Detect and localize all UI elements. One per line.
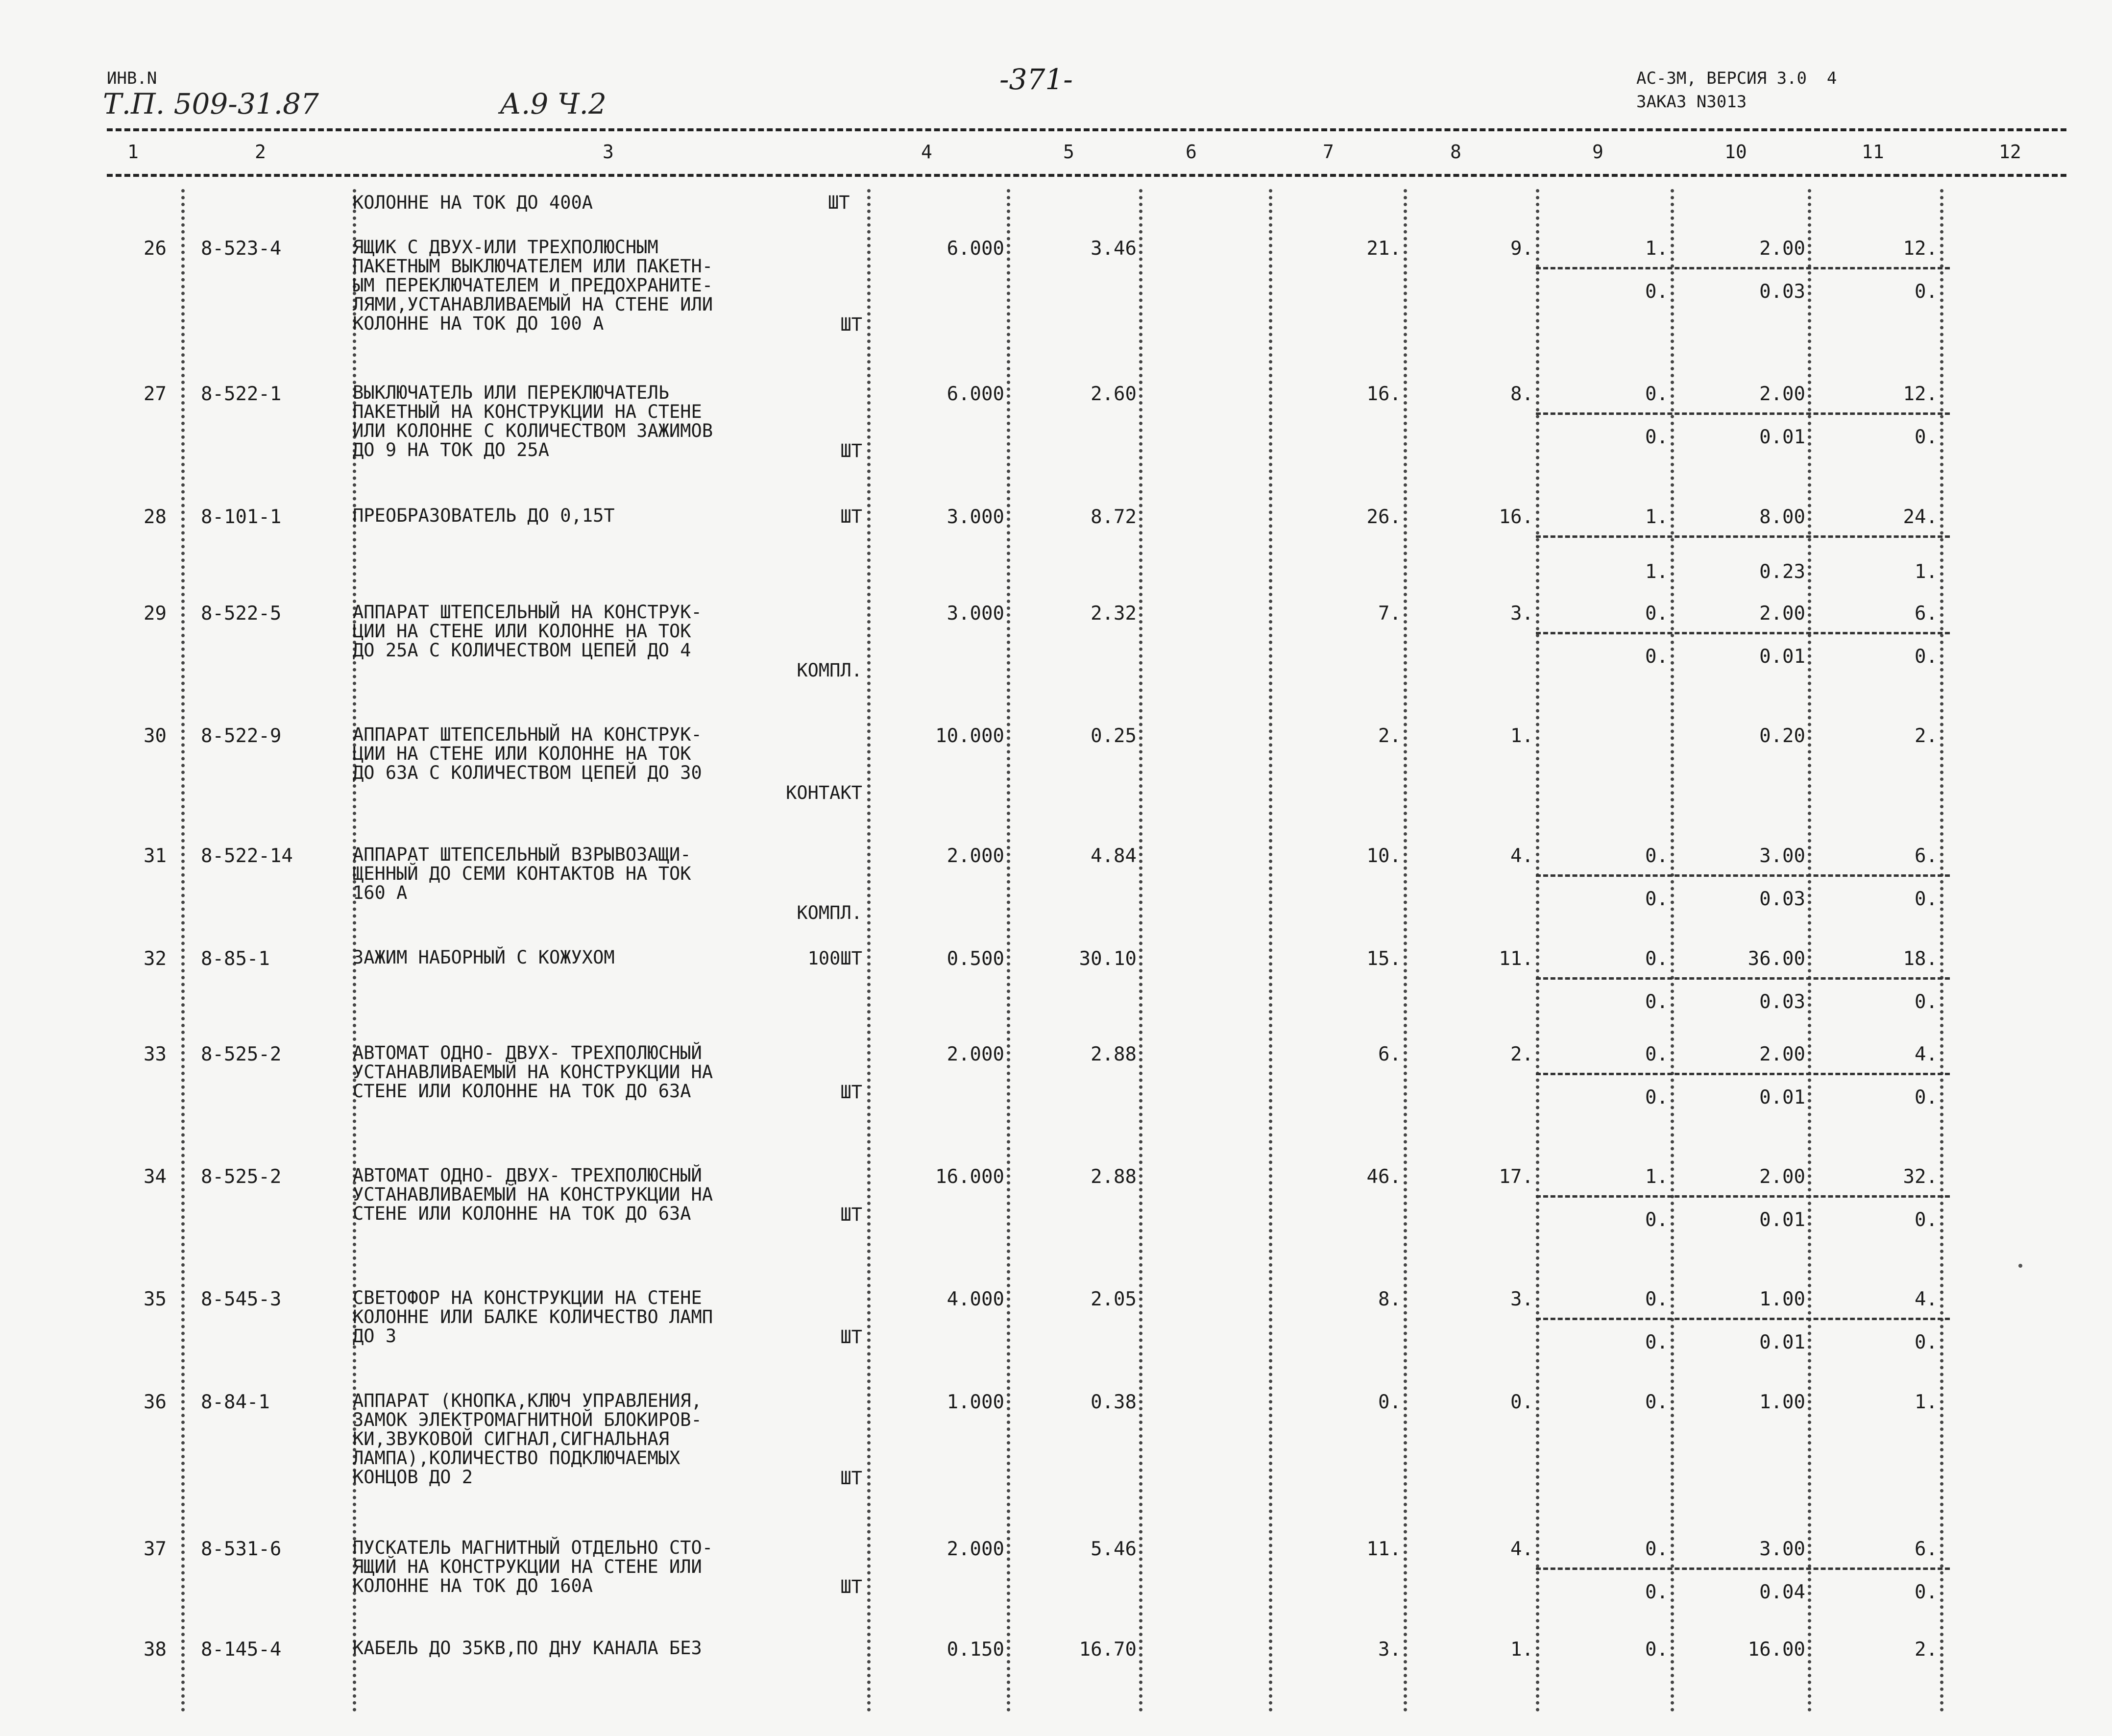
work-description: ПУСКАТЕЛЬ МАГНИТНЫЙ ОТДЕЛЬНО СТО- ЯЩИЙ НА КОНСТРУКЦИИ НА СТЕНЕ ИЛИ КОЛОННЕ НА ТОК ДО 160А: [353, 1537, 713, 1596]
value-col-5: 2.88: [1091, 1166, 1137, 1188]
column-number: 7: [1323, 141, 1334, 163]
column-divider: [1404, 189, 1407, 1712]
value-col-7: 26.: [1366, 506, 1401, 528]
column-divider: [1536, 189, 1539, 1712]
order-number: ЗАКАЗ N3013: [1636, 92, 1747, 112]
row-number: 30: [144, 725, 167, 747]
value-col-4: 0.500: [947, 948, 1004, 970]
value-col-4: 0.150: [947, 1639, 1004, 1661]
rate-code: 8-101-1: [201, 506, 282, 528]
value-col-10: 2.00: [1759, 383, 1805, 405]
row-number: 38: [144, 1639, 167, 1661]
work-description: ВЫКЛЮЧАТЕЛЬ ИЛИ ПЕРЕКЛЮЧАТЕЛЬ ПАКЕТНЫЙ НА КОНСТРУКЦИИ НА СТЕНЕ ИЛИ КОЛОННЕ С КОЛИЧЕСТВОМ ЗАЖИМОВ ДО 9 НА ТОК ДО 25А: [353, 382, 713, 460]
row-number: 33: [144, 1043, 167, 1065]
sub-value-col-11: 0.: [1915, 281, 1938, 303]
carryover-unit: ШТ: [828, 192, 850, 213]
sub-value-col-10: 0.03: [1759, 991, 1805, 1013]
value-col-4: 2.000: [947, 845, 1004, 867]
sub-value-col-10: 0.01: [1759, 1209, 1805, 1231]
subtotal-divider: [1536, 267, 1950, 269]
value-col-5: 2.05: [1091, 1288, 1137, 1310]
rate-code: 8-531-6: [201, 1538, 282, 1560]
sub-value-col-11: 0.: [1915, 1331, 1938, 1353]
sub-value-col-10: 0.23: [1759, 561, 1805, 583]
value-col-7: 46.: [1366, 1166, 1401, 1188]
sub-value-col-10: 0.01: [1759, 1331, 1805, 1353]
column-number: 8: [1450, 141, 1461, 163]
sub-value-col-11: 0.: [1915, 646, 1938, 668]
value-col-5: 30.10: [1079, 948, 1137, 970]
value-col-9: 0.: [1645, 1043, 1668, 1065]
unit-of-measure: КОМПЛ.: [797, 660, 862, 681]
value-col-11: 6.: [1915, 845, 1938, 867]
value-col-5: 5.46: [1091, 1538, 1137, 1560]
column-divider: [1940, 189, 1943, 1712]
value-col-11: 12.: [1903, 383, 1938, 405]
unit-of-measure: ШТ: [840, 506, 862, 527]
value-col-9: 1.: [1645, 1166, 1668, 1188]
subtotal-divider: [1536, 1567, 1950, 1570]
value-col-11: 6.: [1915, 1538, 1938, 1560]
scan-speck: [2018, 1264, 2022, 1268]
sub-value-col-9: 0.: [1645, 888, 1668, 910]
value-col-7: 6.: [1378, 1043, 1401, 1065]
rate-code: 8-522-14: [201, 845, 293, 867]
rate-code: 8-522-9: [201, 725, 282, 747]
page-number: -371-: [999, 63, 1073, 96]
value-col-4: 6.000: [947, 383, 1004, 405]
value-col-4: 2.000: [947, 1043, 1004, 1065]
sub-value-col-11: 0.: [1915, 1209, 1938, 1231]
work-description: ЗАЖИМ НАБОРНЫЙ С КОЖУХОМ: [353, 947, 615, 968]
value-col-9: 1.: [1645, 238, 1668, 260]
subtotal-divider: [1536, 535, 1950, 538]
value-col-7: 16.: [1366, 383, 1401, 405]
column-number: 11: [1862, 141, 1884, 163]
subtotal-divider: [1536, 1318, 1950, 1320]
rate-code: 8-85-1: [201, 948, 270, 970]
rate-code: 8-523-4: [201, 238, 282, 260]
unit-of-measure: 100ШТ: [807, 948, 862, 969]
sub-value-col-11: 1.: [1915, 561, 1938, 583]
value-col-8: 16.: [1499, 506, 1533, 528]
row-number: 31: [144, 845, 167, 867]
unit-of-measure: ШТ: [840, 1468, 862, 1489]
work-description: АППАРАТ (КНОПКА,КЛЮЧ УПРАВЛЕНИЯ, ЗАМОК ЭЛЕКТРОМАГНИТНОЙ БЛОКИРОВ- КИ,ЗВУКОВОЙ СИГНАЛ,СИГНАЛЬНАЯ ЛАМПА),КОЛИЧЕСТВО ПОДКЛЮЧАЕМЫХ КОНЦОВ ДО 2: [353, 1390, 702, 1488]
value-col-7: 3.: [1378, 1639, 1401, 1661]
column-number: 2: [255, 141, 266, 163]
value-col-8: 1.: [1510, 725, 1533, 747]
column-number: 6: [1186, 141, 1197, 163]
column-divider: [1007, 189, 1010, 1712]
value-col-7: 15.: [1366, 948, 1401, 970]
value-col-9: 0.: [1645, 383, 1668, 405]
value-col-7: 0.: [1378, 1391, 1401, 1413]
column-number: 10: [1724, 141, 1747, 163]
sub-value-col-9: 0.: [1645, 281, 1668, 303]
value-col-5: 2.60: [1091, 383, 1137, 405]
value-col-5: 4.84: [1091, 845, 1137, 867]
column-divider: [867, 189, 871, 1712]
value-col-10: 1.00: [1759, 1391, 1805, 1413]
value-col-4: 10.000: [935, 725, 1004, 747]
sub-value-col-11: 0.: [1915, 426, 1938, 448]
sub-value-col-9: 0.: [1645, 646, 1668, 668]
value-col-9: 0.: [1645, 603, 1668, 625]
column-number: 3: [603, 141, 614, 163]
value-col-10: 3.00: [1759, 1538, 1805, 1560]
row-number: 26: [144, 238, 167, 260]
subtotal-divider: [1536, 412, 1950, 415]
unit-of-measure: КОМПЛ.: [797, 902, 862, 923]
value-col-8: 3.: [1510, 1288, 1533, 1310]
value-col-11: 4.: [1915, 1043, 1938, 1065]
column-divider: [181, 189, 185, 1712]
value-col-8: 9.: [1510, 238, 1533, 260]
value-col-7: 8.: [1378, 1288, 1401, 1310]
sub-value-col-11: 0.: [1915, 1581, 1938, 1603]
value-col-4: 4.000: [947, 1288, 1004, 1310]
sub-value-col-10: 0.01: [1759, 646, 1805, 668]
unit-of-measure: ШТ: [840, 1082, 862, 1103]
work-description: АВТОМАТ ОДНО- ДВУХ- ТРЕХПОЛЮСНЫЙ УСТАНАВЛИВАЕМЫЙ НА КОНСТРУКЦИИ НА СТЕНЕ ИЛИ КОЛОННЕ НА ТОК ДО 63А: [353, 1165, 713, 1224]
sub-value-col-10: 0.04: [1759, 1581, 1805, 1603]
value-col-8: 4.: [1510, 845, 1533, 867]
value-col-11: 1.: [1915, 1391, 1938, 1413]
sub-value-col-10: 0.01: [1759, 426, 1805, 448]
rate-code: 8-522-5: [201, 603, 282, 625]
sub-value-col-9: 0.: [1645, 1581, 1668, 1603]
column-number: 5: [1063, 141, 1074, 163]
row-number: 28: [144, 506, 167, 528]
unit-of-measure: ШТ: [840, 1576, 862, 1597]
value-col-4: 16.000: [935, 1166, 1004, 1188]
work-description: АППАРАТ ШТЕПСЕЛЬНЫЙ ВЗРЫВОЗАЩИ- ЩЕННЫЙ ДО СЕМИ КОНТАКТОВ НА ТОК 160 А: [353, 844, 691, 903]
value-col-10: 3.00: [1759, 845, 1805, 867]
value-col-8: 8.: [1510, 383, 1533, 405]
work-description: АВТОМАТ ОДНО- ДВУХ- ТРЕХПОЛЮСНЫЙ УСТАНАВЛИВАЕМЫЙ НА КОНСТРУКЦИИ НА СТЕНЕ ИЛИ КОЛОННЕ НА ТОК ДО 63А: [353, 1042, 713, 1102]
column-number: 12: [1999, 141, 2021, 163]
work-description: СВЕТОФОР НА КОНСТРУКЦИИ НА СТЕНЕ КОЛОННЕ ИЛИ БАЛКЕ КОЛИЧЕСТВО ЛАМП ДО 3: [353, 1287, 713, 1347]
value-col-11: 24.: [1903, 506, 1938, 528]
sub-value-col-9: 0.: [1645, 1086, 1668, 1109]
subtotal-divider: [1536, 632, 1950, 634]
work-description: ПРЕОБРАЗОВАТЕЛЬ ДО 0,15Т: [353, 505, 615, 526]
column-number: 1: [127, 141, 139, 163]
carryover-text: КОЛОННЕ НА ТОК ДО 400А: [353, 192, 593, 213]
value-col-5: 0.38: [1091, 1391, 1137, 1413]
subtotal-divider: [1536, 1073, 1950, 1075]
sub-value-col-9: 0.: [1645, 991, 1668, 1013]
project-number: Т.П. 509-31.87: [103, 87, 319, 121]
value-col-4: 1.000: [947, 1391, 1004, 1413]
column-number: 4: [921, 141, 932, 163]
value-col-4: 2.000: [947, 1538, 1004, 1560]
value-col-10: 2.00: [1759, 1043, 1805, 1065]
rate-code: 8-145-4: [201, 1639, 282, 1661]
row-number: 34: [144, 1166, 167, 1188]
value-col-10: 8.00: [1759, 506, 1805, 528]
value-col-7: 2.: [1378, 725, 1401, 747]
value-col-5: 8.72: [1091, 506, 1137, 528]
value-col-11: 4.: [1915, 1288, 1938, 1310]
value-col-9: 0.: [1645, 948, 1668, 970]
value-col-10: 1.00: [1759, 1288, 1805, 1310]
value-col-5: 2.32: [1091, 603, 1137, 625]
value-col-4: 3.000: [947, 603, 1004, 625]
unit-of-measure: ШТ: [840, 1204, 862, 1225]
value-col-9: 0.: [1645, 1538, 1668, 1560]
subtotal-divider: [1536, 874, 1950, 877]
row-number: 35: [144, 1288, 167, 1310]
value-col-5: 2.88: [1091, 1043, 1137, 1065]
value-col-10: 16.00: [1748, 1639, 1805, 1661]
column-divider: [1139, 189, 1142, 1712]
sub-value-col-9: 0.: [1645, 426, 1668, 448]
header-rule-bottom: [107, 174, 2066, 177]
unit-of-measure: КОНТАКТ: [786, 782, 862, 803]
value-col-9: 0.: [1645, 1288, 1668, 1310]
value-col-11: 32.: [1903, 1166, 1938, 1188]
value-col-9: 0.: [1645, 1391, 1668, 1413]
value-col-8: 2.: [1510, 1043, 1533, 1065]
inventory-label: ИНВ.N: [107, 69, 157, 88]
rate-code: 8-522-1: [201, 383, 282, 405]
row-number: 37: [144, 1538, 167, 1560]
subtotal-divider: [1536, 1195, 1950, 1198]
work-description: АППАРАТ ШТЕПСЕЛЬНЫЙ НА КОНСТРУК- ЦИИ НА СТЕНЕ ИЛИ КОЛОННЕ НА ТОК ДО 25А С КОЛИЧЕСТВОМ ЦЕПЕЙ ДО 4: [353, 602, 702, 661]
value-col-9: 0.: [1645, 845, 1668, 867]
sub-value-col-9: 0.: [1645, 1209, 1668, 1231]
work-description: КАБЕЛЬ ДО 35КВ,ПО ДНУ КАНАЛА БЕЗ: [353, 1638, 702, 1659]
row-number: 36: [144, 1391, 167, 1413]
value-col-5: 16.70: [1079, 1639, 1137, 1661]
value-col-8: 11.: [1499, 948, 1533, 970]
column-divider: [1269, 189, 1272, 1712]
value-col-8: 1.: [1510, 1639, 1533, 1661]
sub-value-col-10: 0.01: [1759, 1086, 1805, 1109]
album-label: А.9 Ч.2: [500, 87, 607, 121]
value-col-10: 2.00: [1759, 603, 1805, 625]
row-number: 27: [144, 383, 167, 405]
value-col-8: 4.: [1510, 1538, 1533, 1560]
value-col-7: 7.: [1378, 603, 1401, 625]
unit-of-measure: ШТ: [840, 1326, 862, 1348]
system-version: АС-3М, ВЕРСИЯ 3.0 4: [1636, 69, 1837, 88]
sub-value-col-11: 0.: [1915, 991, 1938, 1013]
value-col-10: 2.00: [1759, 1166, 1805, 1188]
sub-value-col-10: 0.03: [1759, 888, 1805, 910]
sub-value-col-9: 0.: [1645, 1331, 1668, 1353]
value-col-11: 6.: [1915, 603, 1938, 625]
rate-code: 8-84-1: [201, 1391, 270, 1413]
rate-code: 8-525-2: [201, 1043, 282, 1065]
sub-value-col-11: 0.: [1915, 888, 1938, 910]
value-col-10: 36.00: [1748, 948, 1805, 970]
value-col-11: 2.: [1915, 1639, 1938, 1661]
rate-code: 8-525-2: [201, 1166, 282, 1188]
value-col-8: 0.: [1510, 1391, 1533, 1413]
value-col-5: 3.46: [1091, 238, 1137, 260]
value-col-5: 0.25: [1091, 725, 1137, 747]
row-number: 32: [144, 948, 167, 970]
header-rule-top: [107, 128, 2066, 131]
sub-value-col-11: 0.: [1915, 1086, 1938, 1109]
rate-code: 8-545-3: [201, 1288, 282, 1310]
sub-value-col-10: 0.03: [1759, 281, 1805, 303]
sub-value-col-9: 1.: [1645, 561, 1668, 583]
value-col-11: 18.: [1903, 948, 1938, 970]
unit-of-measure: ШТ: [840, 314, 862, 335]
work-description: АППАРАТ ШТЕПСЕЛЬНЫЙ НА КОНСТРУК- ЦИИ НА СТЕНЕ ИЛИ КОЛОННЕ НА ТОК ДО 63А С КОЛИЧЕСТВОМ ЦЕПЕЙ ДО 30: [353, 724, 702, 783]
value-col-10: 2.00: [1759, 238, 1805, 260]
column-divider: [1671, 189, 1674, 1712]
value-col-11: 12.: [1903, 238, 1938, 260]
column-divider: [1808, 189, 1811, 1712]
value-col-7: 21.: [1366, 238, 1401, 260]
value-col-9: 1.: [1645, 506, 1668, 528]
row-number: 29: [144, 603, 167, 625]
value-col-8: 3.: [1510, 603, 1533, 625]
value-col-7: 11.: [1366, 1538, 1401, 1560]
unit-of-measure: ШТ: [840, 440, 862, 461]
value-col-11: 2.: [1915, 725, 1938, 747]
value-col-7: 10.: [1366, 845, 1401, 867]
value-col-4: 6.000: [947, 238, 1004, 260]
value-col-8: 17.: [1499, 1166, 1533, 1188]
column-number: 9: [1592, 141, 1603, 163]
value-col-10: 0.20: [1759, 725, 1805, 747]
work-description: ЯЩИК С ДВУХ-ИЛИ ТРЕХПОЛЮСНЫМ ПАКЕТНЫМ ВЫКЛЮЧАТЕЛЕМ ИЛИ ПАКЕТН- ЫМ ПЕРЕКЛЮЧАТЕЛЕМ И ПРЕДОХРАНИТЕ- ЛЯМИ,УСТАНАВЛИВАЕМЫЙ НА СТЕНЕ ИЛИ КОЛОННЕ НА ТОК ДО 100 А: [353, 237, 713, 334]
subtotal-divider: [1536, 977, 1950, 980]
value-col-4: 3.000: [947, 506, 1004, 528]
value-col-9: 0.: [1645, 1639, 1668, 1661]
